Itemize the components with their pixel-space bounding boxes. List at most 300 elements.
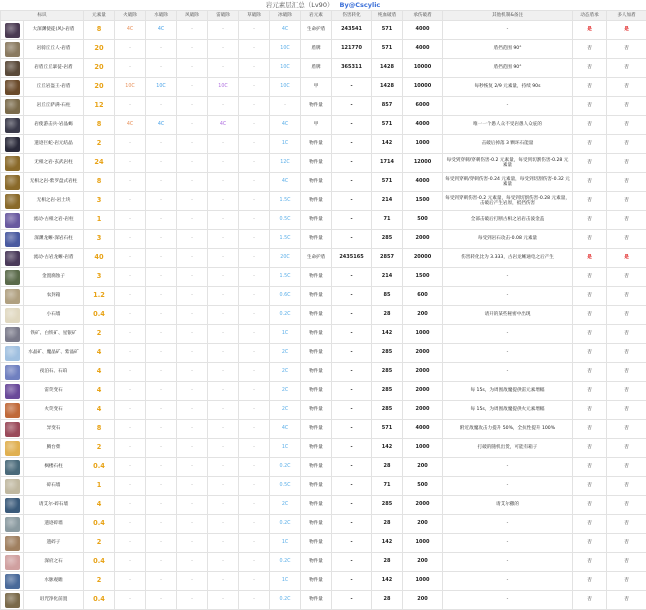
- ice-break-cell: 0.2C: [270, 553, 301, 572]
- notes: 每受到岩石攻击-0.08 元素量: [443, 230, 573, 249]
- wind-break-cell: -: [177, 78, 208, 97]
- table-row: [1, 135, 646, 154]
- wind-break-cell: -: [177, 591, 208, 610]
- shield-name: 岩使游击兵-岩晶蝎: [24, 116, 84, 135]
- elec-break-cell: 10C: [208, 78, 239, 97]
- element-amount: 24: [84, 154, 115, 173]
- table-row: [1, 401, 646, 420]
- damage-conversion: -: [332, 439, 372, 458]
- table-row: [1, 477, 646, 496]
- element-amount: 0.4: [84, 306, 115, 325]
- table-row: [1, 40, 646, 59]
- shield-type: 物件量: [301, 458, 332, 477]
- wind-break-cell: -: [177, 344, 208, 363]
- element-amount: 2: [84, 534, 115, 553]
- icon-cell: [1, 268, 24, 287]
- treasure-chest-icon: [5, 156, 20, 171]
- pure-break: 71: [372, 211, 403, 230]
- table-row: [1, 458, 646, 477]
- multiplayer-shield: 否: [607, 382, 646, 401]
- ice-break-cell: 4C: [270, 173, 301, 192]
- grass-break-cell: -: [239, 59, 270, 78]
- wolf-icon: [5, 232, 20, 247]
- shield-type: 物件量: [301, 420, 332, 439]
- pure-break: 71: [372, 477, 403, 496]
- wind-break-cell: -: [177, 439, 208, 458]
- wind-break-cell: -: [177, 420, 208, 439]
- shield-name: 深渊龙蜥-深岩石柱: [24, 230, 84, 249]
- grass-break-cell: -: [239, 401, 270, 420]
- wind-break-cell: -: [177, 572, 208, 591]
- water-break-cell: -: [146, 515, 177, 534]
- icon-cell: [1, 230, 24, 249]
- ruin-guard-icon: [5, 137, 20, 152]
- element-amount: 4: [84, 363, 115, 382]
- grass-break-cell: -: [239, 21, 270, 40]
- dynamic-shield: 否: [573, 325, 607, 344]
- icon-cell: [1, 116, 24, 135]
- water-break-cell: -: [146, 325, 177, 344]
- shield-name: 异变石: [24, 420, 84, 439]
- multiplayer-shield: 否: [607, 306, 646, 325]
- grass-break-cell: -: [239, 230, 270, 249]
- notes: 全部击破后打断古相之岩岩击波金盖: [443, 211, 573, 230]
- shield-name: 枫楼石柱: [24, 458, 84, 477]
- wind-break-cell: -: [177, 325, 208, 344]
- elec-break-cell: -: [208, 306, 239, 325]
- icon-cell: [1, 21, 24, 40]
- icon-cell: [1, 382, 24, 401]
- dynamic-shield: 否: [573, 59, 607, 78]
- damage-conversion: -: [332, 97, 372, 116]
- damage-conversion: -: [332, 154, 372, 173]
- dynamic-shield: 否: [573, 154, 607, 173]
- bear-break: 2000: [403, 382, 443, 401]
- elec-break-cell: -: [208, 59, 239, 78]
- water-break-cell: -: [146, 287, 177, 306]
- wind-break-cell: -: [177, 230, 208, 249]
- damage-conversion: -: [332, 211, 372, 230]
- shield-name: 火荧变石: [24, 401, 84, 420]
- bear-break: 200: [403, 306, 443, 325]
- shield-name: 铁矿、白铁矿、星银矿: [24, 325, 84, 344]
- grass-break-cell: -: [239, 211, 270, 230]
- multiplayer-shield: 否: [607, 268, 646, 287]
- shield-type: 甲: [301, 116, 332, 135]
- dynamic-shield: 否: [573, 591, 607, 610]
- element-amount: 3: [84, 192, 115, 211]
- pure-break: 142: [372, 572, 403, 591]
- wood-box-icon: [5, 289, 20, 304]
- crate-icon: [5, 270, 20, 285]
- elec-break-cell: -: [208, 572, 239, 591]
- water-break-cell: -: [146, 173, 177, 192]
- table-row: [1, 21, 646, 40]
- grass-break-cell: -: [239, 420, 270, 439]
- ice-break-cell: 0.5C: [270, 477, 301, 496]
- wind-break-cell: -: [177, 116, 208, 135]
- dynamic-shield: 是: [573, 249, 607, 268]
- shield-type: 物件量: [301, 211, 332, 230]
- shield-type: 物件量: [301, 591, 332, 610]
- water-break-cell: -: [146, 401, 177, 420]
- multiplayer-shield: 否: [607, 363, 646, 382]
- pillar-icon: [5, 460, 20, 475]
- element-amount: 8: [84, 21, 115, 40]
- table-row: [1, 249, 646, 268]
- notes: 盾挡范围 90°: [443, 59, 573, 78]
- shield-name: 雷荧变石: [24, 382, 84, 401]
- damage-conversion: -: [332, 268, 372, 287]
- water-break-cell: -: [146, 97, 177, 116]
- treasure-chest-icon: [5, 194, 20, 209]
- icon-cell: [1, 534, 24, 553]
- strange-stone-icon: [5, 422, 20, 437]
- pure-break: 28: [372, 591, 403, 610]
- elec-break-cell: -: [208, 173, 239, 192]
- damage-conversion: -: [332, 192, 372, 211]
- icon-cell: [1, 515, 24, 534]
- fire-break-cell: -: [115, 572, 146, 591]
- shield-type: 物件量: [301, 230, 332, 249]
- table-row: [1, 287, 646, 306]
- wind-break-cell: -: [177, 477, 208, 496]
- water-break-cell: 4C: [146, 21, 177, 40]
- ice-break-cell: 4C: [270, 420, 301, 439]
- ice-break-cell: 0.2C: [270, 458, 301, 477]
- column-header: 雷破除: [208, 11, 239, 21]
- ice-break-cell: 0.2C: [270, 515, 301, 534]
- bear-break: 4000: [403, 21, 443, 40]
- wind-break-cell: -: [177, 59, 208, 78]
- ice-break-cell: 0.6C: [270, 287, 301, 306]
- column-header: 草破除: [239, 11, 270, 21]
- damage-conversion: -: [332, 572, 372, 591]
- element-amount: 20: [84, 78, 115, 97]
- icon-cell: [1, 78, 24, 97]
- fire-break-cell: 4C: [115, 21, 146, 40]
- dynamic-shield: 否: [573, 173, 607, 192]
- shield-type: 盾牌: [301, 59, 332, 78]
- icon-cell: [1, 306, 24, 325]
- ice-break-cell: -: [270, 97, 301, 116]
- shield-name: 无相之岩-岩土块: [24, 192, 84, 211]
- elec-break-cell: -: [208, 420, 239, 439]
- table-row: [1, 515, 646, 534]
- icon-cell: [1, 477, 24, 496]
- fire-break-cell: -: [115, 477, 146, 496]
- column-header: 标识: [1, 11, 84, 21]
- pure-break: 285: [372, 496, 403, 515]
- elec-break-cell: -: [208, 21, 239, 40]
- bear-break: 2000: [403, 363, 443, 382]
- element-amount: 8: [84, 420, 115, 439]
- icon-cell: [1, 59, 24, 78]
- pure-break: 571: [372, 21, 403, 40]
- column-header: 火破除: [115, 11, 146, 21]
- fire-break-cell: -: [115, 97, 146, 116]
- grass-break-cell: -: [239, 325, 270, 344]
- damage-conversion: 121770: [332, 40, 372, 59]
- table-row: [1, 192, 646, 211]
- multiplayer-shield: 否: [607, 192, 646, 211]
- bear-break: 4000: [403, 116, 443, 135]
- column-header: 冰破除: [270, 11, 301, 21]
- fire-crystal-icon: [5, 403, 20, 418]
- ice-break-cell: 12C: [270, 154, 301, 173]
- shield-name: 岩骑丘丘人-岩盾: [24, 40, 84, 59]
- wind-break-cell: -: [177, 458, 208, 477]
- ice-rock-icon: [5, 574, 20, 589]
- ice-break-cell: 2C: [270, 344, 301, 363]
- ice-break-cell: 1.5C: [270, 268, 301, 287]
- wind-break-cell: -: [177, 306, 208, 325]
- element-amount: 0.4: [84, 515, 115, 534]
- notes: 附近敌魔攻击力提升 50%，全抗性提升 100%: [443, 420, 573, 439]
- elec-break-cell: -: [208, 287, 239, 306]
- wind-break-cell: -: [177, 496, 208, 515]
- wind-break-cell: -: [177, 249, 208, 268]
- title-text: 岩元素层汇总（Lv90）: [266, 1, 334, 9]
- bear-break: 2000: [403, 230, 443, 249]
- table-row: [1, 496, 646, 515]
- shield-name: 遗碎子: [24, 534, 84, 553]
- table-row: [1, 439, 646, 458]
- elec-break-cell: -: [208, 344, 239, 363]
- element-amount: 3: [84, 268, 115, 287]
- bear-break: 1500: [403, 192, 443, 211]
- multiplayer-shield: 否: [607, 496, 646, 515]
- dynamic-shield: 否: [573, 420, 607, 439]
- fire-break-cell: -: [115, 344, 146, 363]
- bear-break: 2000: [403, 401, 443, 420]
- bear-break: 1000: [403, 325, 443, 344]
- bear-break: 1000: [403, 572, 443, 591]
- multiplayer-shield: 否: [607, 116, 646, 135]
- element-amount: 8: [84, 173, 115, 192]
- treasure-hoarder-icon: [5, 118, 20, 133]
- grass-break-cell: -: [239, 116, 270, 135]
- icon-cell: [1, 249, 24, 268]
- column-header: 其他机制&备注: [443, 11, 573, 21]
- multiplayer-shield: 否: [607, 230, 646, 249]
- grass-break-cell: -: [239, 268, 270, 287]
- ice-break-cell: 10C: [270, 40, 301, 59]
- bear-break: 4000: [403, 40, 443, 59]
- notes: -: [443, 268, 573, 287]
- bear-break: 500: [403, 211, 443, 230]
- grass-break-cell: -: [239, 287, 270, 306]
- table-body: [1, 21, 646, 610]
- damage-conversion: 2435165: [332, 249, 372, 268]
- table-row: [1, 534, 646, 553]
- water-break-cell: -: [146, 211, 177, 230]
- bear-break: 12000: [403, 154, 443, 173]
- notes: 击破后掉落 3 颗环石能量: [443, 135, 573, 154]
- dynamic-shield: 否: [573, 382, 607, 401]
- elec-break-cell: -: [208, 192, 239, 211]
- multiplayer-shield: 否: [607, 154, 646, 173]
- pure-break: 857: [372, 97, 403, 116]
- notes: -: [443, 97, 573, 116]
- damage-conversion: -: [332, 173, 372, 192]
- shield-type: 盾牌: [301, 40, 332, 59]
- column-header: 动态盾承: [573, 11, 607, 21]
- pure-break: 285: [372, 230, 403, 249]
- dynamic-shield: 是: [573, 21, 607, 40]
- water-break-cell: -: [146, 591, 177, 610]
- icon-cell: [1, 287, 24, 306]
- dynamic-shield: 否: [573, 287, 607, 306]
- multiplayer-shield: 否: [607, 458, 646, 477]
- notes: 请开的某些秘密中出现: [443, 306, 573, 325]
- ice-break-cell: 1C: [270, 325, 301, 344]
- shield-type: 物件量: [301, 496, 332, 515]
- dynamic-shield: 否: [573, 496, 607, 515]
- elec-break-cell: -: [208, 591, 239, 610]
- ice-break-cell: 20C: [270, 249, 301, 268]
- column-header: 水破除: [146, 11, 177, 21]
- dragon-icon: [5, 251, 20, 266]
- old-wall-icon: [5, 593, 20, 608]
- damage-conversion: -: [332, 306, 372, 325]
- dynamic-shield: 否: [573, 306, 607, 325]
- shield-name: 流动-古岩龙蜥-岩盾: [24, 249, 84, 268]
- grass-break-cell: -: [239, 97, 270, 116]
- pure-break: 28: [372, 515, 403, 534]
- notes: -: [443, 515, 573, 534]
- wind-break-cell: -: [177, 40, 208, 59]
- grass-break-cell: -: [239, 306, 270, 325]
- icon-cell: [1, 439, 24, 458]
- table-row: [1, 363, 646, 382]
- fire-break-cell: -: [115, 401, 146, 420]
- grass-break-cell: -: [239, 439, 270, 458]
- multiplayer-shield: 否: [607, 515, 646, 534]
- element-amount: 3: [84, 230, 115, 249]
- damage-conversion: -: [332, 382, 372, 401]
- multiplayer-shield: 否: [607, 135, 646, 154]
- pure-break: 571: [372, 116, 403, 135]
- ice-break-cell: 1.5C: [270, 192, 301, 211]
- water-break-cell: -: [146, 40, 177, 59]
- shield-name: 金置腐蚀子: [24, 268, 84, 287]
- fire-break-cell: -: [115, 192, 146, 211]
- element-amount: 12: [84, 97, 115, 116]
- dynamic-shield: 否: [573, 363, 607, 382]
- shield-type: 物件量: [301, 477, 332, 496]
- table-row: [1, 154, 646, 173]
- elec-break-cell: -: [208, 534, 239, 553]
- table-row: [1, 325, 646, 344]
- water-break-cell: -: [146, 306, 177, 325]
- table-row: [1, 420, 646, 439]
- water-break-cell: 10C: [146, 78, 177, 97]
- wind-break-cell: -: [177, 401, 208, 420]
- shield-name: 深府之石: [24, 553, 84, 572]
- bear-break: 600: [403, 287, 443, 306]
- grass-break-cell: -: [239, 458, 270, 477]
- multiplayer-shield: 否: [607, 287, 646, 306]
- crystal-ore-icon: [5, 346, 20, 361]
- multiplayer-shield: 否: [607, 59, 646, 78]
- ice-break-cell: 10C: [270, 78, 301, 97]
- grass-break-cell: -: [239, 135, 270, 154]
- water-break-cell: -: [146, 135, 177, 154]
- icon-cell: [1, 135, 24, 154]
- bear-break: 200: [403, 458, 443, 477]
- notes: 每受到穿刺/穿刺伤害-0.2 元素量，每受到切割伤害-0.28 元素量: [443, 154, 573, 173]
- elec-break-cell: -: [208, 382, 239, 401]
- elec-break-cell: -: [208, 40, 239, 59]
- shield-name: 诅咒净化前置: [24, 591, 84, 610]
- ice-break-cell: 1C: [270, 572, 301, 591]
- element-amount: 2: [84, 135, 115, 154]
- geo-shield-table: [0, 10, 646, 610]
- pure-break: 28: [372, 553, 403, 572]
- pure-break: 2857: [372, 249, 403, 268]
- element-amount: 0.4: [84, 553, 115, 572]
- multiplayer-shield: 否: [607, 439, 646, 458]
- fire-break-cell: -: [115, 591, 146, 610]
- element-amount: 4: [84, 382, 115, 401]
- fire-break-cell: -: [115, 458, 146, 477]
- bear-break: 200: [403, 591, 443, 610]
- damage-conversion: 365311: [332, 59, 372, 78]
- wind-break-cell: -: [177, 21, 208, 40]
- element-amount: 20: [84, 40, 115, 59]
- broken-pot-icon: [5, 536, 20, 551]
- shield-name: 碎石墙: [24, 477, 84, 496]
- fire-break-cell: 10C: [115, 78, 146, 97]
- fire-break-cell: -: [115, 306, 146, 325]
- notes: 伤害转化比为 3.333，古岩龙蜥通电之后产生: [443, 249, 573, 268]
- element-amount: 40: [84, 249, 115, 268]
- multiplayer-shield: 否: [607, 325, 646, 344]
- rubble-icon: [5, 517, 20, 532]
- table-row: [1, 268, 646, 287]
- notes: 请艾尔撒的: [443, 496, 573, 515]
- grass-break-cell: -: [239, 591, 270, 610]
- elec-break-cell: -: [208, 363, 239, 382]
- lawachurl-icon: [5, 80, 20, 95]
- multiplayer-shield: 否: [607, 420, 646, 439]
- samachurl-icon: [5, 99, 20, 114]
- shield-name: 无相之岩-玄武岩柱: [24, 154, 84, 173]
- elec-break-cell: -: [208, 553, 239, 572]
- fire-break-cell: -: [115, 496, 146, 515]
- table-row: [1, 211, 646, 230]
- shield-type: 物件量: [301, 534, 332, 553]
- element-amount: 0.4: [84, 458, 115, 477]
- table-row: [1, 97, 646, 116]
- notes: -: [443, 534, 573, 553]
- multiplayer-shield: 否: [607, 211, 646, 230]
- grass-break-cell: -: [239, 515, 270, 534]
- icon-cell: [1, 211, 24, 230]
- damage-conversion: -: [332, 78, 372, 97]
- shadowy-husk-icon: [5, 42, 20, 57]
- notes: -: [443, 344, 573, 363]
- shield-name: 流动-古相之岩-岩柱: [24, 211, 84, 230]
- shield-type: 物件量: [301, 572, 332, 591]
- icon-cell: [1, 325, 24, 344]
- shield-name: 遗迹碎墙: [24, 515, 84, 534]
- elec-break-cell: 4C: [208, 116, 239, 135]
- shield-type: 物件量: [301, 382, 332, 401]
- header-row: [1, 11, 646, 21]
- water-break-cell: 4C: [146, 116, 177, 135]
